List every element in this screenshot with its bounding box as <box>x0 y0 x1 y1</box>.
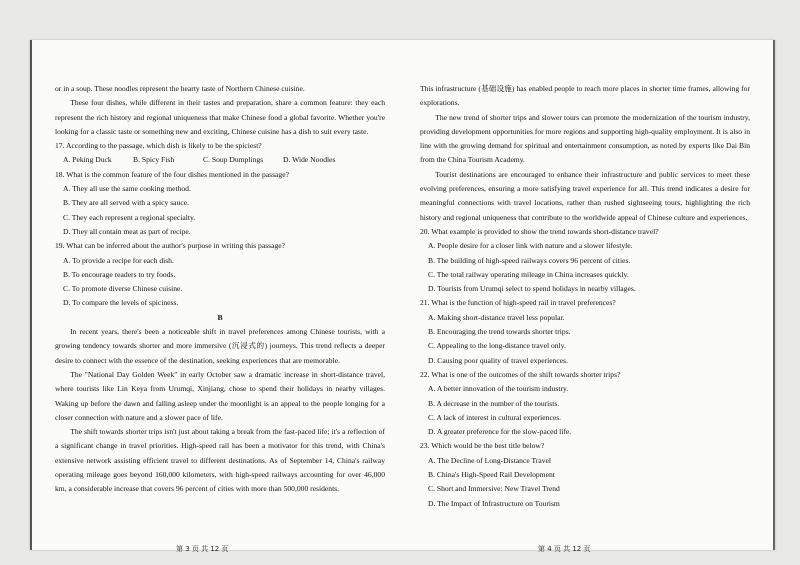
paragraph-infrastructure: This infrastructure (基础设施) has enabled people to reach more places in shorter time frames, allowing for explorations. <box>420 84 750 108</box>
q20-option-c: C. The total railway operating mileage in China increases quickly. <box>428 269 629 279</box>
q21-option-c: C. Appealing to the long-distance travel only. <box>428 341 566 351</box>
question-23: 23. Which would be the best title below? <box>420 441 545 451</box>
q23-option-d: D. The Impact of Infrastructure on Tourism <box>428 498 560 508</box>
question-22: 22. What is one of the outcomes of the shift towards shorter trips? <box>420 369 621 379</box>
q19-option-c: C. To promote diverse Chinese cuisine. <box>63 284 183 294</box>
question-21: 21. What is the function of high-speed rail in travel preferences? <box>420 298 616 308</box>
paragraph-new-trend: The new trend of shorter trips and slower tours can promote the modernization of the tourism industry, providing development opportunities for more regions and supporting high-quality employment. It is also in line with the growing demand for spiritual and entertainment consumption, as noted by experts like Dai Bin from the China Tourism Academy. <box>420 112 750 165</box>
left-column <box>55 82 385 497</box>
q23-option-c: C. Short and Immersive: New Travel Trend <box>428 484 560 494</box>
question-17-options <box>63 153 385 167</box>
q17-option-c: C. Soup Dumplings <box>203 155 264 165</box>
paragraph-b3: The shift towards shorter trips isn't just about taking a break from the fast-paced life; it's a reflection of a significant change in travel priorities. High-speed rail has been a motivator for this trend, with China's extensive network assisting efficient travel to different destinations. As of September 14, China's railway operating mileage goes beyond 160,000 kilometers, with high-speed railways accounting for over 46,000 km, a considerable increase that covers 96 percent of cities with more than 500,000 residents. <box>55 427 385 494</box>
q21-option-d: D. Causing poor quality of travel experiences. <box>428 355 569 365</box>
q18-option-d: D. They all contain meat as part of recipe. <box>63 226 191 236</box>
q17-option-a: A. Peking Duck <box>63 155 112 165</box>
question-19: 19. What can be inferred about the author's purpose in writing this passage? <box>55 241 286 251</box>
q23-option-b: B. China's High-Speed Rail Development <box>428 470 555 480</box>
question-20: 20. What example is provided to show the trend towards short-distance travel? <box>420 226 659 236</box>
page-number-left: 第 3 页 共 12 页 <box>176 545 229 553</box>
question-18: 18. What is the common feature of the four dishes mentioned in the passage? <box>55 169 289 179</box>
q22-option-d: D. A greater preference for the slow-paced life. <box>428 427 572 437</box>
intro-line: or in a soup. These noodles represent the hearty taste of Northern Chinese cuisine. <box>55 84 305 93</box>
q20-option-b: B. The building of high-speed railways covers 96 percent of cities. <box>428 255 631 265</box>
page-number-right: 第 4 页 共 12 页 <box>538 545 591 553</box>
q17-option-d: D. Wide Noodles <box>283 155 336 165</box>
right-column <box>420 82 750 511</box>
question-17: 17. According to the passage, which dish is likely to be the spiciest? <box>55 141 262 151</box>
q22-option-a: A. A better innovation of the tourism industry. <box>428 384 569 394</box>
q18-option-a: A. They all use the same cooking method. <box>63 184 191 194</box>
paragraph-b2: The "National Day Golden Week" in early October saw a dramatic increase in short-distance travel, where tourists like Lin Keya from Urumqi, Xinjiang, chose to spend their holidays in nearby villages. Waking up before the dawn and falling asleep under the moonlight is an appeal to the people longing for a closer connection with nature and a slower pace of life. <box>55 369 385 422</box>
q18-option-b: B. They are all served with a spicy sauce. <box>63 198 189 208</box>
sheet-right-edge <box>773 40 775 550</box>
q22-option-b: B. A decrease in the number of the tourists. <box>428 398 560 408</box>
q18-option-c: C. They each represent a regional specialty. <box>63 212 196 222</box>
q19-option-d: D. To compare the levels of spiciness. <box>63 298 179 308</box>
q21-option-a: A. Making short-distance travel less popular. <box>428 312 565 322</box>
section-b-heading: B <box>217 312 223 322</box>
paragraph-b1: In recent years, there's been a noticeable shift in travel preferences among Chinese tourists, with a growing tendency towards shorter and more immersive (沉浸式的) journeys. This trend reflects a deeper desire to connect with the essence of the destination, seeking experiences that are memorable. <box>55 327 385 365</box>
q23-option-a: A. The Decline of Long-Distance Travel <box>428 455 552 465</box>
q21-option-b: B. Encouraging the trend towards shorter trips. <box>428 327 571 337</box>
q19-option-b: B. To encourage readers to try foods. <box>63 269 176 279</box>
paragraph-destinations: Tourist destinations are encouraged to enhance their infrastructure and public services to meet these evolving preferences, ensuring a more satisfying travel experience for all. This trend indicates a desire for meaningful connections with travel locations, rather than rushed sightseeing tours, highlighting the rich history and regional uniqueness that contribute to the worldwide appeal of Chinese culture and experiences. <box>420 169 750 222</box>
sheet-left-edge <box>30 40 32 550</box>
paragraph-common-feature: These four dishes, while different in their tastes and preparation, share a common feature: they each represent the rich history and regional uniqueness that make Chinese food a global favorite. Whether you're looking for a classic taste or something new and exciting, Chinese cuisine has a dish to suit every taste. <box>55 98 385 136</box>
q17-option-b: B. Spicy Fish <box>133 155 175 165</box>
q20-option-a: A. People desire for a closer link with nature and a slower lifestyle. <box>428 241 633 251</box>
q20-option-d: D. Tourists from Urumqi select to spend holidays in nearby villages. <box>428 284 636 294</box>
q22-option-c: C. A lack of interest in cultural experiences. <box>428 412 562 422</box>
q19-option-a: A. To provide a recipe for each dish. <box>63 255 174 265</box>
